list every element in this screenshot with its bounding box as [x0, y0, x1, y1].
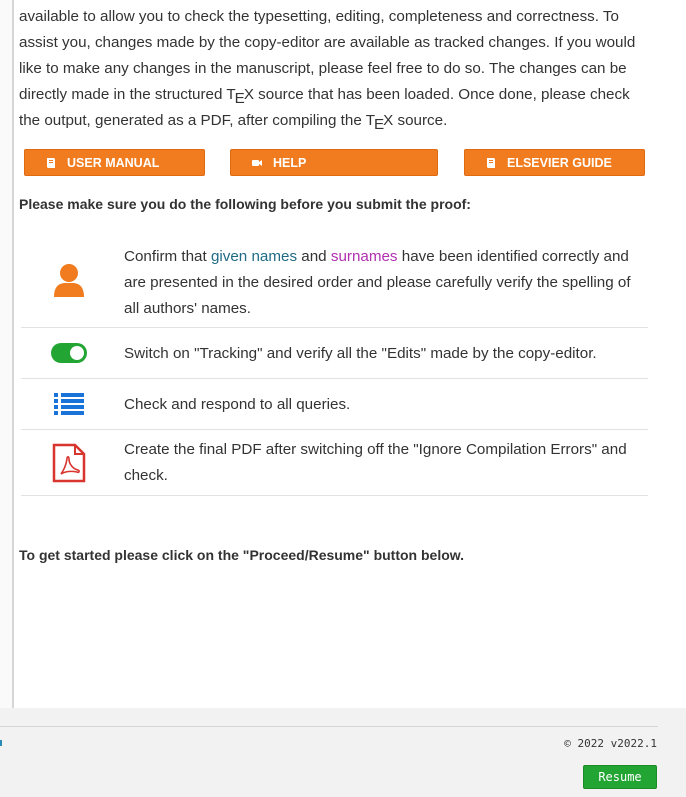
footer-edge-marker	[0, 740, 2, 746]
checklist-text: Create the final PDF after switching off the "Ignore Compilation Errors" and check.	[124, 441, 627, 484]
checklist-text: Confirm that given names and surnames have been identified correctly and are presented in the desired order and please carefully verify the spelling of all authors' names.	[124, 248, 631, 317]
book-icon	[485, 157, 497, 169]
intro-line: available to allow you to check the typesetting, editing, completeness and correctness. To	[19, 8, 619, 25]
footer-divider	[0, 726, 658, 727]
book-icon	[45, 157, 57, 169]
toggle-on-icon	[51, 343, 87, 363]
get-started-text: To get started please click on the "Proceed/Resume" button below.	[19, 547, 465, 563]
checklist-heading: Please make sure you do the following before you submit the proof:	[19, 196, 471, 212]
checklist-text: Check and respond to all queries.	[124, 396, 351, 413]
intro-paragraph	[19, 4, 669, 134]
copyright-version: © 2022 v2022.1	[564, 737, 657, 750]
checklist-item-pdf	[21, 430, 648, 496]
checklist-item-authors	[21, 235, 648, 328]
checklist-text: Switch on "Tracking" and verify all the "Edits" made by the copy-editor.	[124, 345, 597, 362]
elsevier-guide-button[interactable]	[464, 149, 645, 176]
checklist	[21, 235, 648, 496]
footer	[0, 708, 686, 797]
help-label: HELP	[273, 155, 307, 170]
icon-cell	[21, 235, 118, 327]
tex-logo: TEX	[226, 86, 254, 107]
elsevier-guide-label: ELSEVIER GUIDE	[507, 155, 612, 170]
checklist-item-queries	[21, 379, 648, 430]
checklist-item-tracking	[21, 328, 648, 379]
video-camera-icon	[251, 157, 263, 169]
user-manual-label: USER MANUAL	[67, 155, 160, 170]
icon-cell	[21, 328, 118, 378]
user-manual-button[interactable]	[24, 149, 205, 176]
intro-line: assist you, changes made by the copy-editor are available as tracked changes. If you would	[19, 34, 636, 51]
left-scroll-rail	[0, 0, 14, 708]
intro-line: the output, generated as a PDF, after compiling the TEX source.	[19, 112, 448, 133]
icon-cell	[21, 430, 118, 495]
given-names-term: given names	[210, 248, 298, 265]
tex-logo: TEX	[365, 112, 394, 133]
guide-button-row	[24, 149, 645, 178]
user-icon	[52, 263, 86, 299]
resume-button[interactable]: Resume	[583, 765, 657, 789]
list-icon	[54, 392, 84, 416]
intro-line: like to make any changes in the manuscript, please feel free to do so. The changes can be	[19, 60, 627, 77]
intro-line: directly made in the structured TEX source that has been loaded. Once done, please check	[19, 86, 630, 107]
help-button[interactable]	[230, 149, 438, 176]
pdf-file-icon	[52, 443, 86, 483]
surnames-term: surnames	[330, 248, 398, 265]
icon-cell	[21, 379, 118, 429]
